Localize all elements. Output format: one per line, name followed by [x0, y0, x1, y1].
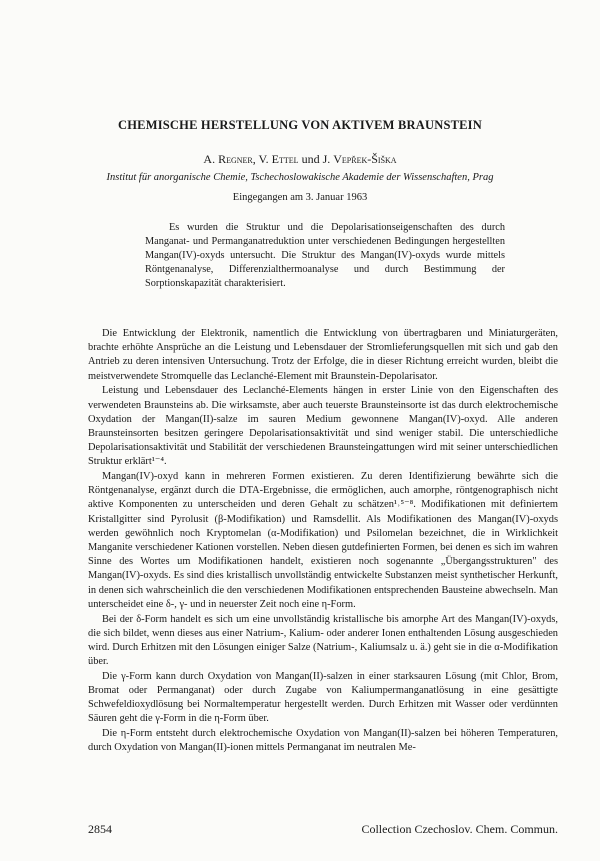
paragraph-5: Die γ-Form kann durch Oxydation von Mangan(II)-salzen in einer starksauren Lösung (mit Chlor, Brom, Bromat oder Permanganat) oder durch Zugabe von Kaliumpermanganatlösung in eine gesättigte Schwefeldioxydlösung bei Normaltemperatur hergestellt werden. Durch Erhitzen mit Wasser oder verdünnten Säuren geht die γ-Form in die η-Form über.	[88, 670, 558, 725]
body-text	[88, 327, 558, 756]
received-date: Eingegangen am 3. Januar 1963	[232, 192, 368, 203]
author-line: A. Regner, V. Ettel und J. Vepřek-Šiška	[203, 152, 397, 166]
abstract: Es wurden die Struktur und die Depolarisationseigenschaften des durch Manganat- und Permanganatreduktion unter verschiedenen Bedingungen hergestellten Mangan(IV)-oxyds untersucht. Die Struktur des Mangan(IV)-oxyds wurde mittels Röntgenanalyse, Differenzialthermoanalyse und durch Bestimmung der Sorptionskapazität charakterisiert.	[145, 222, 505, 290]
author-3-initial: J.	[322, 152, 331, 166]
journal-name: Collection Czechoslov. Chem. Commun.	[361, 822, 558, 836]
paragraph-2: Leistung und Lebensdauer des Leclanché-Elements hängen in erster Linie von den Eigenschaften des verwendeten Braunsteins ab. Die wirksamste, aber auch teuerste Braunsteinsorte ist das durch elektrochemische Oxydation der Mangan(II)-salze im sauren Medium gewonnene Mangan(IV)-oxyd. Alle anderen Braunsteinsorten besitzen geringere Depolarisationsaktivität und sind weniger stabil. Die unterschiedliche Depolarisationsaktivität und Stabilität der verschiedenen Braunsteingattungen wird mit seiner unterschiedlichen Struktur erklärt¹⁻⁴.	[88, 385, 558, 468]
author-2-initial: V.	[258, 152, 269, 166]
author-3-name: Vepřek-Šiška	[333, 152, 397, 166]
institute-affiliation: Institut für anorganische Chemie, Tschechoslowakische Akademie der Wissenschaften, Prag	[106, 172, 494, 183]
article-title: CHEMISCHE HERSTELLUNG VON AKTIVEM BRAUNSTEIN	[118, 118, 482, 132]
paragraph-6: Die η-Form entsteht durch elektrochemische Oxydation von Mangan(II)-salzen bei höheren Temperaturen, durch Oxydation von Mangan(II)-ionen mittels Permanganat im neutralen Me-	[88, 728, 558, 754]
page-number: 2854	[88, 822, 112, 836]
paragraph-4: Bei der δ-Form handelt es sich um eine unvollständig kristallische bis amorphe Art des Mangan(IV)-oxyds, die sich bildet, wenn dieses aus einer Natrium-, Kalium- oder anderer Ionen enthaltenden Lösung ausgeschieden wird. Durch Erhitzen mit den Lösungen einiger Salze (Natrium-, Kaliumsalz u. ä.) geht sie in die α-Modifikation über.	[88, 613, 558, 668]
author-1-initial: A.	[203, 152, 216, 166]
paragraph-1: Die Entwicklung der Elektronik, namentlich die Entwicklung von übertragbaren und Miniaturgeräten, brachte erhöhte Ansprüche an die Leistung und Lebensdauer der Stromlieferungsquellen mit sich und gab den Antrieb zu deren intensiven Untersuchung. Trotz der Erfolge, die in dieser Richtung erreicht wurden, bleibt die meistverwendete Stromquelle das Leclanché-Element mit Braunstein-Depolarisator.	[88, 328, 558, 382]
author-connector: und	[301, 152, 320, 166]
author-1-name: Regner	[218, 152, 253, 166]
paragraph-3: Mangan(IV)-oxyd kann in mehreren Formen existieren. Zu deren Identifizierung bewährte sich die Röntgenanalyse, ergänzt durch die DTA-Ergebnisse, die ermöglichen, auch amorphe, röntgenographisch nicht aktive Komponenten zu unterscheiden und deren Gehalt zu schätzen¹˒⁵⁻⁸. Modifikationen mit definiertem Kristallgitter sind Pyrolusit (β-Modifikation) und Ramsdellit. Als Modifikationen des Mangan(IV)-oxyds werden gewöhnlich noch Kryptomelan (α-Modifikation) und Psilomelan bezeichnet, die in Wirklichkeit Manganite verschiedener Kationen vorstellen. Neben diesen gutdefinierten Formen, bei denen es sich im wahren Sinne des Wortes um Modifikationen handelt, existieren noch sogenannte „Übergangsstrukturen" des Mangan(IV)-oxyds. Es sind dies kristallisch unvollständig entwickelte Substanzen meist synthetischer Herkunft, in denen sich wahrscheinlich die den verschiedenen Modifikationen entsprechenden Bausteine abwechseln. Man unterscheidet eine δ-, γ- und in neuerster Zeit noch eine η-Form.	[88, 471, 558, 610]
author-2-name: Ettel	[271, 152, 299, 166]
page-footer	[88, 822, 558, 837]
